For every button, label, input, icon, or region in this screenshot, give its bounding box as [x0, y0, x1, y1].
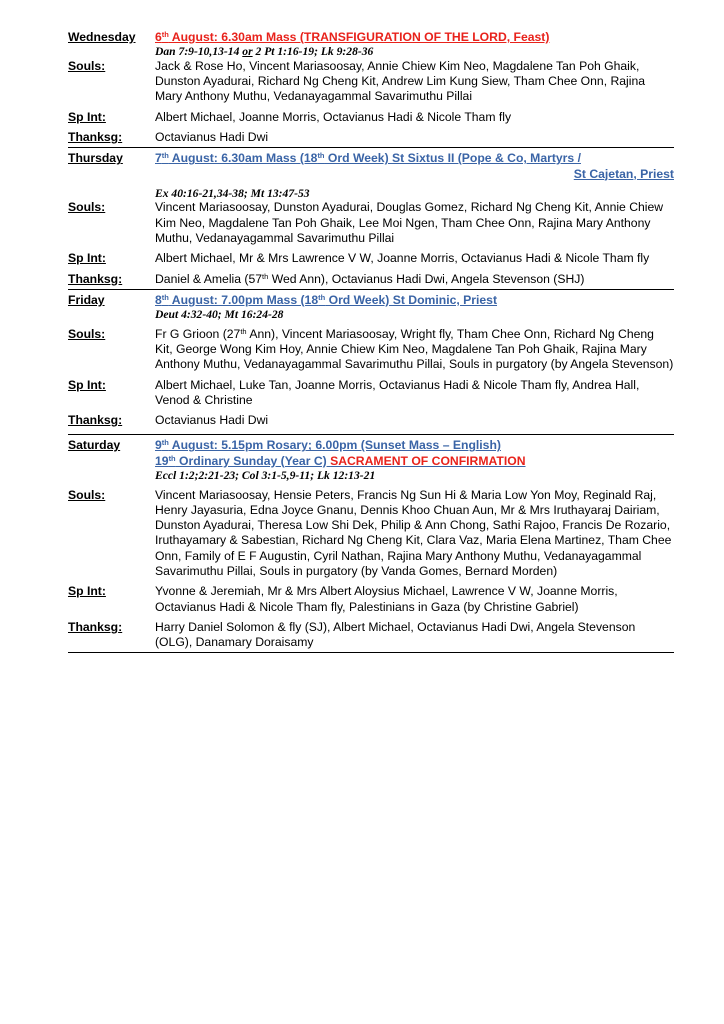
thanksgiving-label: Thanksg: [68, 619, 123, 634]
readings: Eccl 1:2;2:21-23; Col 3:1-5,9-11; Lk 12:13-21 [155, 469, 376, 483]
divider [68, 652, 674, 653]
day-block-thursday [68, 151, 674, 287]
souls-label: Souls: [68, 326, 106, 341]
souls-list: Vincent Mariasoosay, Hensie Peters, Francis Ng Sun Hi & Maria Low Yon Moy, Reginald Raj, Henry Jayasuria, Edna Joyce Gnanu, Dennis Khoo Chuan Aun, Mr & Mrs Iruthayaraj Dairiam, Dunston Ayadurai, Theresa Low Shi Dek, Philip & Ann Chong, Sathi Rajoo, Francis De Rozario, Iruthayamary & Sabestian, Richard Ng Cheng Kit, Clara Vaz, Maria Elena Martinez, Tham Chee Onn, Family of E F Augustin, Cyril Nathan, Rajina Mary Anthony Muthu, Vedanayagammal Savarimuthu Pillai, Souls in purgatory (by Vanda Gomes, Bernard Morden) [155, 487, 672, 579]
mass-header: 9th August: 5.15pm Rosary; 6.00pm (Sunset Mass – English) [155, 438, 501, 453]
day-label: Thursday [68, 151, 123, 166]
day-label: Wednesday [68, 30, 136, 44]
mass-header-continued: St Cajetan, Priest [573, 166, 674, 181]
souls-list: Vincent Mariasoosay, Dunston Ayadurai, Douglas Gomez, Richard Ng Cheng Kit, Annie Chiew Kim Neo, Magdalene Tan Poh Ghaik, Lee Moi Ngen, Tham Chee Onn, Rajina Mary Anthony Muthu, Vedanayagammal Savarimuthu Pillai [155, 200, 664, 245]
sp-int-label: Sp Int: [68, 109, 106, 124]
readings: Dan 7:9-10,13-14 or 2 Pt 1:16-19; Lk 9:28-36 [155, 45, 374, 59]
sp-int-list: Yvonne & Jeremiah, Mr & Mrs Albert Aloysius Michael, Lawrence V W, Joanne Morris, Octavianus Hadi & Nicole Tham fly, Palestinians in Gaza (by Christine Gabriel) [155, 584, 618, 614]
souls-label: Souls: [68, 487, 106, 502]
day-block-saturday [68, 438, 674, 650]
sp-int-label: Sp Int: [68, 584, 106, 599]
readings: Deut 4:32-40; Mt 16:24-28 [155, 308, 284, 322]
mass-header: 7th August: 6.30am Mass (18th Ord Week) St Sixtus II (Pope & Co, Martyrs / [155, 151, 581, 166]
day-label: Saturday [68, 438, 121, 453]
thanksgiving-list: Octavianus Hadi Dwi [155, 413, 269, 428]
sp-int-label: Sp Int: [68, 251, 106, 266]
day-block-wednesday [68, 30, 674, 145]
confirmation-notice: SACRAMENT OF CONFIRMATION [330, 453, 526, 468]
thanksgiving-label: Thanksg: [68, 129, 123, 144]
divider [68, 434, 674, 435]
mass-header: 6th August: 6.30am Mass (TRANSFIGURATION OF THE LORD, Feast) [155, 30, 550, 44]
day-block-friday [68, 293, 674, 429]
sunday-header: 19th Ordinary Sunday (Year C) SACRAMENT OF CONFIRMATION [155, 453, 526, 468]
divider [68, 289, 674, 290]
divider [68, 147, 674, 148]
thanksgiving-list: Octavianus Hadi Dwi [155, 129, 269, 144]
souls-label: Souls: [68, 200, 106, 215]
sp-int-label: Sp Int: [68, 377, 106, 392]
mass-intentions-schedule [68, 30, 674, 656]
thanksgiving-label: Thanksg: [68, 413, 123, 428]
souls-label: Souls: [68, 58, 106, 73]
thanksgiving-list: Harry Daniel Solomon & fly (SJ), Albert Michael, Octavianus Hadi Dwi, Angela Stevenson (OLG), Danamary Doraisamy [155, 619, 636, 650]
day-label: Friday [68, 292, 105, 307]
sp-int-list: Albert Michael, Joanne Morris, Octavianus Hadi & Nicole Tham fly [155, 109, 512, 124]
readings: Ex 40:16-21,34-38; Mt 13:47-53 [155, 186, 310, 200]
souls-list: Fr G Grioon (27th Ann), Vincent Mariasoosay, Wright fly, Tham Chee Onn, Richard Ng Cheng Kit, George Wong Kim Hoy, Annie Chiew Kim Neo, Magdalene Tan Poh Ghaik, Rajina Mary Anthony Muthu, Vedanayagammal Savarimuthu Pillai, Souls in purgatory (by Angela Stevenson) [155, 326, 674, 372]
mass-header: 8th August: 7.00pm Mass (18th Ord Week) St Dominic, Priest [155, 292, 498, 307]
souls-list: Jack & Rose Ho, Vincent Mariasoosay, Annie Chiew Kim Neo, Magdalene Tan Poh Ghaik, Dunston Ayadurai, Richard Ng Cheng Kit, Andrew Lim Kung Siew, Tham Chee Onn, Rajina Mary Anthony Muthu, Vedanayagammal Savarimuthu Pillai [155, 58, 646, 104]
sp-int-list: Albert Michael, Mr & Mrs Lawrence V W, Joanne Morris, Octavianus Hadi & Nicole Tham fly [155, 251, 650, 266]
thanksgiving-list: Daniel & Amelia (57th Wed Ann), Octavianus Hadi Dwi, Angela Stevenson (SHJ) [155, 271, 585, 286]
sp-int-list: Albert Michael, Luke Tan, Joanne Morris, Octavianus Hadi & Nicole Tham fly, Andrea Hall, Venod & Christine [155, 377, 640, 407]
thanksgiving-label: Thanksg: [68, 271, 123, 286]
